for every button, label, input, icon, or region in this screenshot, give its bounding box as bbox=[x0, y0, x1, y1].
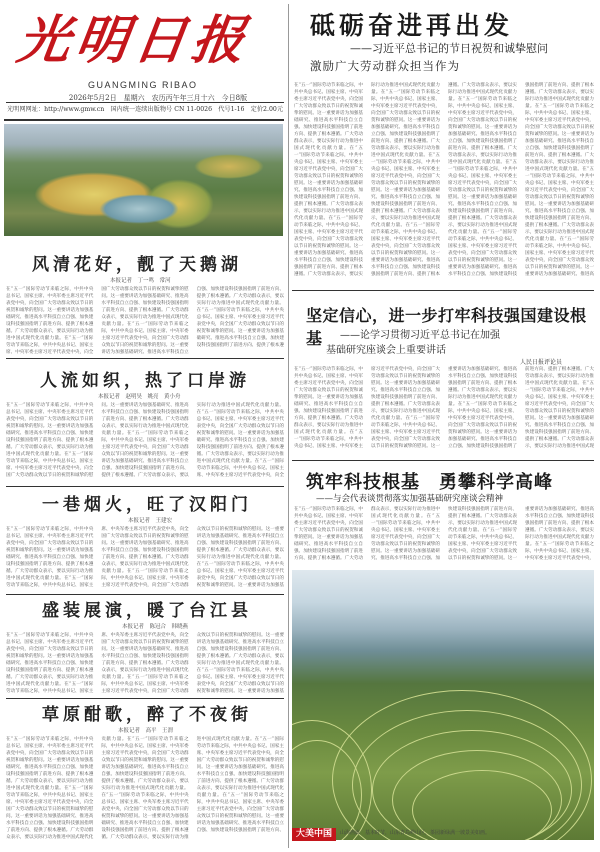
masthead-pinyin: GUANGMING RIBAO bbox=[88, 80, 198, 90]
lead-title: 砥砺奋进再出发 bbox=[310, 11, 514, 40]
editorial-subtitle: 基础研究座谈会上重要讲话 bbox=[326, 345, 446, 356]
story-body: 在“五一”国际劳动节来临之际，中共中央总书记、国家主席、中央军委主席习近平代表党中央，向全国广大劳动群众致以节日的祝贺和诚挚的慰问。这一重要讲话为加强基础研究、推进高水平科技自立自强、加快建设科技强国指明了前进方向、提供了根本遵循。广大劳动群众表示，要以实际行动为推进中国式现代化贡献力量。在“五一”国际劳动节来临之际，中共中央总书记、国家主席、中央军委主席习近平代表党中央，向全国广大劳动群众致以节日的祝贺和诚挚的慰问。这一重要讲话为加强基础研究、推进高水平科技自立自强、加快建设科技强国指明了前进方向、提供了根本遵循。广大劳动群众表示，要以实际行动为推进中国式现代化贡献力量。在“五一”国际劳动节来临之际，中共中央总书记、国家主席、中央军委主席习近平代表党中央，向全国广大劳动群众致以节日的祝贺和诚挚的慰问。这一重要讲话为加强基础研究、推进高水平科技自立自强、加快建设科技强国指明了前进方向、提供了根本遵循。广大劳动群众表示，要以实际行动为推进中国式现代化贡献力量。在“五一”国际劳动节来临之际，中共中央总书记、国家主席、中央军委主席习近平代表党中央，向全国广大劳动群众致以节日的祝贺和诚挚的慰问。这一重要讲话为加强基础研究、推进高水平科技自立自强、加快建设科技强国指明了前进方向、提供了根本遵循。广大劳动群众表示，要以实际行动为推进中国式现代化贡献力量。在“五一”国际劳动节来临之际，中共中央总书记、国家主席、中央军委主席习近平代表党中央，向全 bbox=[6, 403, 284, 478]
rule bbox=[6, 358, 284, 359]
feature-body: 在“五一”国际劳动节来临之际，中共中央总书记、国家主席、中央军委主席习近平代表党中央，向全国广大劳动群众致以节日的祝贺和诚挚的慰问。这一重要讲话为加强基础研究、推进高水平科技自立自强、加快建设科技强国指明了前进方向、提供了根本遵循。广大劳动群众表示，要以实际行动为推进中国式现代化贡献力量。在“五一”国际劳动节来临之际，中共中央总书记、国家主席、中央军委主席习近平代表党中央，向全国广大劳动群众致以节日的祝贺和诚挚的慰问。这一重要讲话为加强基础研究、推进高水平科技自立自强、加快建设科技强国指明了前进方向、提供了根本遵循。广大劳动群众表示，要以实际行动为推进中国式现代化贡献力量。在“五一”国际劳动节来临之际，中共中央总书记、国家主席、中央军委主席习近平代表党中央，向全国广大劳动群众致以节日的祝贺和诚挚的慰问。这一重要讲话为加强基础研究、推进高水平科技自立自强、加快建设科技强国指明了前进方向、提供了根本遵循。广大劳动群众表示，要以实际行动为推进中国式现代化贡献力量。在“五一”国际劳动节来临之际，中共中央总书记、国家主席、中央军委主席习近平代表党中央， bbox=[294, 507, 594, 561]
editorial-author: 人民日报评论员 bbox=[520, 359, 563, 366]
story-title: 草原酣歌，醉了不夜街 bbox=[42, 705, 252, 725]
editorial-title: 坚定信心，进一步打牢科技强国建设根基 bbox=[306, 306, 587, 348]
story-byline: 本报记者 赵明昊 姚亮 黄小舟 bbox=[98, 394, 181, 400]
lake-photo bbox=[4, 124, 283, 236]
rule bbox=[4, 119, 284, 121]
publication-info: 光明网网址：http://www.gmw.cn 国内统一连续出版物号 CN 11-0026 代号1-16 定价2.00元 bbox=[6, 106, 284, 113]
rule bbox=[6, 102, 284, 103]
column-divider bbox=[288, 4, 289, 848]
feature-subtitle: ——与会代表谈贯彻落实加强基础研究座谈会精神 bbox=[316, 494, 504, 504]
lead-subtitle: 激励广大劳动群众担当作为 bbox=[310, 59, 460, 73]
masthead-logo: 光明日报 bbox=[13, 10, 255, 71]
story-byline: 本报记者 丁一鸣 常河 bbox=[110, 278, 171, 284]
rule bbox=[6, 698, 284, 699]
lead-body: 在“五一”国际劳动节来临之际，中共中央总书记、国家主席、中央军委主席习近平代表党中央，向全国广大劳动群众致以节日的祝贺和诚挚的慰问。这一重要讲话为加强基础研究、推进高水平科技自立自强、加快建设科技强国指明了前进方向、提供了根本遵循。广大劳动群众表示，要以实际行动为推进中国式现代化贡献力量。在“五一”国际劳动节来临之际，中共中央总书记、国家主席、中央军委主席习近平代表党中央，向全国广大劳动群众致以节日的祝贺和诚挚的慰问。这一重要讲话为加强基础研究、推进高水平科技自立自强、加快建设科技强国指明了前进方向、提供了根本遵循。广大劳动群众表示，要以实际行动为推进中国式现代化贡献力量。在“五一”国际劳动节来临之际，中共中央总书记、国家主席、中央军委主席习近平代表党中央，向全国广大劳动群众致以节日的祝贺和诚挚的慰问。这一重要讲话为加强基础研究、推进高水平科技自立自强、加快建设科技强国指明了前进方向、提供了根本遵循。广大劳动群众表示，要以实际行动为推进中国式现代化贡献力量。在“五一”国际劳动节来临之际，中共中央总书记、国家主席、中央军委主席习近平代表党中央，向全国广大劳动群众致以节日的祝贺和诚挚的慰问。这一重要讲话为加强基础研究、推进高水平科技自立自强、加快建设科技强国指明了前进方向、提供了根本遵循。广大劳动群众表示，要以实际行动为推进中国式现代化贡献力量。在“五一”国际劳动节来临之际，中共中央总书记、国家主席、中央军委主席习近平代表党中央，向全国广大劳动群众致以节日的祝贺和诚挚的慰问。这一重要讲话为加强基础研究、推进高水平科技自立自强、加快建设科技强国指明了前进方向、提供了根本遵循。广大劳动群众表示，要以实际行动为推进中国式现代化贡献力量。在“五一”国际劳动节来临之际，中共中央总书记、国家主席、中央军委主席习近平代表党中央，向全国广大劳动群众致以节日的祝贺和诚挚的慰问。这一重要讲话为加强基础研究、推进高水平科技自立自强、加快建设科技强国指明了前进方向、提供了根本遵循。广大劳动群众表示，要以实际行动为推进中国式现代化贡献力量。在“五一”国际劳动节来临之际，中共中央总书记、国家主席、中央军委主席习近平代表党中央，向全国广大劳动群众致以节日的祝贺和诚挚的慰问。这一重要讲话为加强基础研究、推进高水平科技自立自强、加快建设科技强国指明了前进方向、提供了根本遵循。广大劳动群众表示，要以实际行动为推进中国式现代化贡献力量。在“五一”国际劳动节来临之际，中共中央总书记、国家主席、中央军委主席习近平代表党中央，向全国广大劳动群众致以节日的祝贺和诚挚的慰问。这一重要讲话为加强基础研究、推进高水平科技自立自强、加快建设科技强国指明了前进方向、提供了根本遵循。广大劳动群众表示，要以实际行动为推进中国式现代化贡献力量。在“五一”国际劳动节来临之际，中共中央总书记、国家主席、中央军委主席习近平代表党中央，向全国广大劳动群众致以节日的祝贺和诚挚的慰问。这一重要讲话为加强基础研究、推进高水平科技自立自强、加快建设科技强国指明了前进方向、提供了根本遵循。广大劳动群众表示，要以实际行动为推进中国式现代化贡献力量。在“五一”国际劳动节来临之际，中共中央总书记、国家主席、中央军委主席习近平代表党中央，向全国广大劳动群众致以节日的祝贺和诚挚的慰问。这一重要讲话为加强基础研究、推进高水平科技自立自强、加快建设科技强国指明了前进方向、提供了根本遵循。广大劳动群众表示，要以实际行动为推进中国式现代化贡献力量。在“五一”国际劳动节来临之际，中共中央总书记、国家主席、中央军委主席习近平代表党中央，向全国广大劳动群众致以节日的祝贺和诚挚的慰问。这一重要讲话为加强基础研究、推进高水平科技自立自强、加快建设科技强国指明了前进方向、提供了根本遵循。广大劳动群众表示，要以实际行动为推进中国式现代化贡献力量。在“五一”国际劳动节来临之际，中共中央总书记、国家主席、中央军委主席习近平代表党中央，向全国广大劳动群众致以节日的祝贺和诚挚的慰问。这一重要讲话为加强基础研究、推进高 bbox=[294, 83, 594, 277]
story-title: 人流如织，热了口岸游 bbox=[40, 371, 250, 391]
rule bbox=[6, 486, 284, 487]
brand-tag: 大美中国 bbox=[292, 828, 336, 841]
editorial-body: 在“五一”国际劳动节来临之际，中共中央总书记、国家主席、中央军委主席习近平代表党中央，向全国广大劳动群众致以节日的祝贺和诚挚的慰问。这一重要讲话为加强基础研究、推进高水平科技自立自强、加快建设科技强国指明了前进方向、提供了根本遵循。广大劳动群众表示，要以实际行动为推进中国式现代化贡献力量。在“五一”国际劳动节来临之际，中共中央总书记、国家主席、中央军委主席习近平代表党中央，向全国广大劳动群众致以节日的祝贺和诚挚的慰问。这一重要讲话为加强基础研究、推进高水平科技自立自强、加快建设科技强国指明了前进方向、提供了根本遵循。广大劳动群众表示，要以实际行动为推进中国式现代化贡献力量。在“五一”国际劳动节来临之际，中共中央总书记、国家主席、中央军委主席习近平代表党中央，向全国广大劳动群众致以节日的祝贺和诚挚的慰问。这一重要讲话为加强基础研究、推进高水平科技自立自强、加快建设科技强国指明了前进方向、提供了根本遵循。广大劳动群众表示，要以实际行动为推进中国式现代化贡献力量。在“五一”国际劳动节来临之际，中共中央总书记、国家主席、中央军委主席习近平代表党中央，向全国广大劳动群众致以节日的祝贺和诚挚的慰问。这一重要讲话为加强基础研究、推进高水平科技自立自强、加快建设科技强国指明了前进方向、提供了根本遵循。广大劳动群众表示，要以实际行动为推进中国式现代化贡献力量。在“五一”国际劳动节来临之际，中共中央总书记、国家主席、中央军委主席习近平代表党中央，向全国广大劳动群众致以节日的祝贺和诚挚的慰问。这一重要讲话为加强基础研究、推进高水平科技自立自强、加快建设科技强国指明了前进方向、提供了根本遵循。广大劳动群众表示，要以实际行动为推进中国式现 bbox=[294, 367, 594, 449]
story-title: 一巷烟火，旺了汉阳门 bbox=[42, 495, 252, 515]
rule bbox=[292, 290, 594, 291]
story-byline: 本报记者 陈冠合 韩晓燕 bbox=[122, 624, 189, 630]
rule bbox=[6, 594, 284, 595]
story-body: 在“五一”国际劳动节来临之际，中共中央总书记、国家主席、中央军委主席习近平代表党中央，向全国广大劳动群众致以节日的祝贺和诚挚的慰问。这一重要讲话为加强基础研究、推进高水平科技自立自强、加快建设科技强国指明了前进方向、提供了根本遵循。广大劳动群众表示，要以实际行动为推进中国式现代化贡献力量。在“五一”国际劳动节来临之际，中共中央总书记、国家主席、中央军委主席习近平代表党中央，向全国广大劳动群众致以节日的祝贺和诚挚的慰问。这一重要讲话为加强基础研究、推进高水平科技自立自强、加快建设科技强国指明了前进方向、提供了根本遵循。广大劳动群众表示，要以实际行动为推进中国式现代化贡献力量。在“五一”国际劳动节来临之际，中共中央总书记、国家主席、中央军委主席习近平代表党中央，向全国广大劳动群众致以节日的祝贺和诚挚的慰问。这一重要讲话为加强基础研究、推进高水平科技自立自强、加快建设科技强国指明了前进方向、提供了根本遵循。广大劳动群众表示，要以实际行动为推进中国式现代化贡献力量。在“五一”国际劳动节来临之际，中共中央总书记、国家主席、中央军委主席习近平代表党中央，向全国广大劳动群众致以节日的祝贺和诚挚的慰问。这一重要讲话为加强基础研究、推进高水平科技自立自强、加快建设科技强国指明了前进方向、提供了根本遵循。广大劳动群众表示，要以实际行动为推进中国式现代化贡献力量。在“五一”国际劳动节来临之际，中共中央总书记、国家主席、中央军委主席习近平代表党中央，向全国广大劳动群众致以节日的祝贺和诚挚的慰问。这一重要讲话为加强基础研究、推进高水平科技自立自强、加快建设科技强国指明了前进方向、提供了根本遵循。广大劳动群众表示，要以实际行动为推进中国式现代化贡献力量。在“五一”国际劳动节来临之际，中共中央总书记、国家主席、中央军委主席习近平代表党中央，向全国广大劳动群众致以节日的祝贺和诚挚的慰问。这一重要讲话为加强基础研究、推进高水平科技自立自强、加快建设科技强国指明了前进方向、 bbox=[6, 737, 284, 840]
story-title: 风清花好，靓了天鹅湖 bbox=[32, 255, 242, 275]
photo-caption: 山海画廊 基本时节，山东青岛崂山区，茶园新绿满一坡景美如画。 bbox=[340, 830, 491, 836]
lead-subtitle: ——习近平总书记的节日祝贺和诚挚慰问 bbox=[350, 42, 548, 55]
editorial-subtitle: ——论学习贯彻习近平总书记在加强 bbox=[340, 330, 500, 341]
story-byline: 本报记者 高平 王渭 bbox=[118, 728, 174, 734]
story-body: 在“五一”国际劳动节来临之际，中共中央总书记、国家主席、中央军委主席习近平代表党中央，向全国广大劳动群众致以节日的祝贺和诚挚的慰问。这一重要讲话为加强基础研究、推进高水平科技自立自强、加快建设科技强国指明了前进方向、提供了根本遵循。广大劳动群众表示，要以实际行动为推进中国式现代化贡献力量。在“五一”国际劳动节来临之际，中共中央总书记、国家主席、中央军委主席习近平代表党中央，向全国广大劳动群众致以节日的祝贺和诚挚的慰问。这一重要讲话为加强基础研究、推进高水平科技自立自强、加快建设科技强国指明了前进方向、提供了根本遵循。广大劳动群众表示，要以实际行动为推进中国式现代化贡献力量。在“五一”国际劳动节来临之际，中共中央总书记、国家主席、中央军委主席习近平代表党中央，向全国广大劳动群众致以节日的祝贺和诚挚的慰问。这一重要讲话为加强基础研究、推进高水平科技自立自强、加快建设科技强国指明了前进方向、提供了根本遵循。广大劳动群众表示，要以实际行动为推进中国式现代化贡献力量。在“五一”国际劳动节来临之际，中共中央总书记、国家主席、中央军委主席习近平代表党中央，向全国广大劳动群众致以节日的祝贺和诚挚的慰问。这一重要讲话为加强基 bbox=[6, 527, 284, 588]
tea-garden-photo bbox=[292, 570, 594, 840]
story-title: 盛装展演，暖了台江县 bbox=[42, 601, 252, 621]
rule bbox=[292, 460, 594, 461]
feature-title: 筑牢科技根基 勇攀科学高峰 bbox=[306, 472, 553, 493]
dateline: 2026年5月2日 星期六 农历丙午年三月十六 今日8版 bbox=[68, 94, 248, 102]
story-byline: 本报记者 王建宏 bbox=[128, 518, 173, 524]
story-body: 在“五一”国际劳动节来临之际，中共中央总书记、国家主席、中央军委主席习近平代表党中央，向全国广大劳动群众致以节日的祝贺和诚挚的慰问。这一重要讲话为加强基础研究、推进高水平科技自立自强、加快建设科技强国指明了前进方向、提供了根本遵循。广大劳动群众表示，要以实际行动为推进中国式现代化贡献力量。在“五一”国际劳动节来临之际，中共中央总书记、国家主席、中央军委主席习近平代表党中央，向全国广大劳动群众致以节日的祝贺和诚挚的慰问。这一重要讲话为加强基础研究、推进高水平科技自立自强、加快建设科技强国指明了前进方向、提供了根本遵循。广大劳动群众表示，要以实际行动为推进中国式现代化贡献力量。在“五一”国际劳动节来临之际，中共中央总书记、国家主席、中央军委主席习近平代表党中央，向全国广大劳动群众致以节日的祝贺和诚挚的慰问。这一重要讲话为加强基础研究、推进高水平科技自立自强、加快建设科技强国指明了前进方向、提供了根本遵循。广大劳动群众表示，要以实际行动为推进中国式现代化贡献力量。在“五一”国际劳动节来临之际，中共中央总书记、国家主席、中央军委主席习近平代表党中央，向全国广大劳动群众致以节日的祝贺和诚挚的慰问。这一重要讲话为加强基 bbox=[6, 633, 284, 694]
story-body: 在“五一”国际劳动节来临之际，中共中央总书记、国家主席、中央军委主席习近平代表党中央，向全国广大劳动群众致以节日的祝贺和诚挚的慰问。这一重要讲话为加强基础研究、推进高水平科技自立自强、加快建设科技强国指明了前进方向、提供了根本遵循。广大劳动群众表示，要以实际行动为推进中国式现代化贡献力量。在“五一”国际劳动节来临之际，中共中央总书记、国家主席、中央军委主席习近平代表党中央，向全国广大劳动群众致以节日的祝贺和诚挚的慰问。这一重要讲话为加强基础研究、推进高水平科技自立自强、加快建设科技强国指明了前进方向、提供了根本遵循。广大劳动群众表示，要以实际行动为推进中国式现代化贡献力量。在“五一”国际劳动节来临之际，中共中央总书记、国家主席、中央军委主席习近平代表党中央，向全国广大劳动群众致以节日的祝贺和诚挚的慰问。这一重要讲话为加强基础研究、推进高水平科技自立自强、加快建设科技强国指明了前进方向、提供了根本遵循。广大劳动群众表示，要以实际行动为推进中国式现代化贡献力量。在“五一”国际劳动节来临之际，中共中央总书记、国家主席、中央军委主席习近平代表党中央，向全国广大劳动群众致以节日的祝贺和诚挚的慰问。这一重要讲话为加强基础研究、推进高水平科技自立自强、加快建设科技强国指明了前进方向、提供了根本遵 bbox=[6, 287, 284, 355]
